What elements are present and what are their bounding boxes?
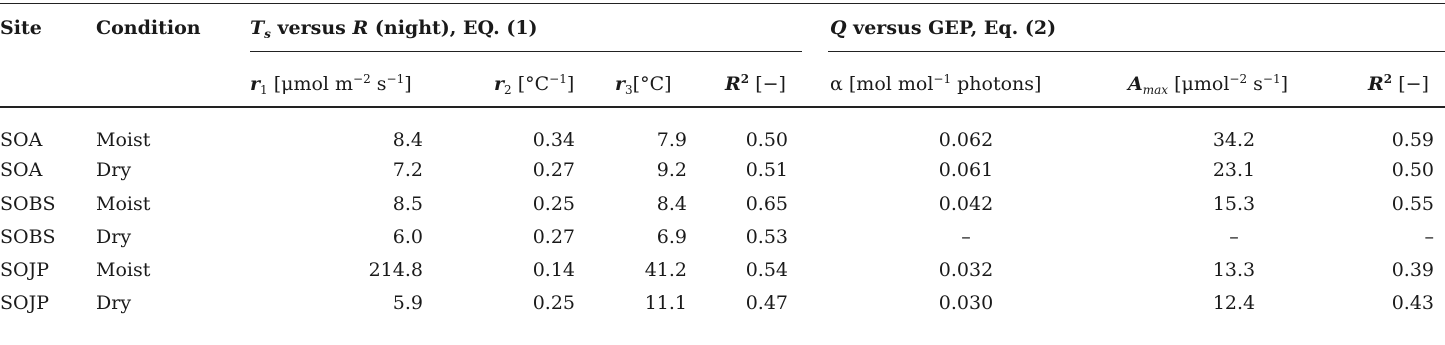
cell-alpha: 0.042 [938, 193, 994, 215]
cell-r1: 214.8 [368, 259, 423, 281]
cell-alpha: 0.062 [938, 129, 994, 151]
cell-r2-squared-2: 0.50 [1391, 159, 1434, 181]
table-row [0, 225, 1445, 255]
cell-r2: 0.25 [532, 193, 575, 215]
cell-r2: 0.34 [532, 129, 575, 151]
cell-condition: Moist [96, 129, 151, 151]
table-row [0, 158, 1445, 188]
cell-alpha: 0.032 [938, 259, 994, 281]
cell-r1: 6.0 [392, 226, 423, 248]
table-row [0, 192, 1445, 222]
cell-condition: Dry [96, 159, 132, 181]
cell-r2-squared-2: 0.55 [1391, 193, 1434, 215]
cell-r2-squared-1: 0.51 [745, 159, 788, 181]
header-site: Site [0, 17, 42, 39]
cell-r3: 41.2 [644, 259, 687, 281]
header-bottom-rule [0, 106, 1445, 108]
cell-condition: Moist [96, 193, 151, 215]
header-condition: Condition [96, 17, 201, 39]
cell-r2-squared-1: 0.47 [745, 292, 788, 314]
cell-site: SOBS [0, 226, 56, 248]
cell-r3: 11.1 [644, 292, 687, 314]
cell-amax: 12.4 [1212, 292, 1256, 314]
header-r2-squared-2: $R^2$ [−] [1368, 72, 1429, 95]
cell-r2-squared-2: 0.39 [1391, 259, 1434, 281]
cell-alpha: – [961, 226, 971, 248]
header-r1: $r_1$ [μmol $m^{-2}$ $s^{-1}$] [250, 72, 412, 97]
cell-site: SOJP [0, 292, 49, 314]
header-amax: $A_{max}$ [μmol$^{-2}$ $s^{-1}$] [1128, 72, 1289, 97]
cell-amax: – [1229, 226, 1239, 248]
cell-r2: 0.14 [532, 259, 575, 281]
cell-alpha: 0.030 [938, 292, 994, 314]
header-r2: $r_2$ $[^\circ C^{-1}]$ [494, 72, 575, 97]
cell-r3: 8.4 [656, 193, 687, 215]
cell-r2: 0.27 [532, 226, 575, 248]
table-row [0, 128, 1445, 158]
header-r3: $r_3[^\circ C]$ [615, 73, 672, 97]
cell-amax: 23.1 [1212, 159, 1256, 181]
cell-site: SOA [0, 129, 43, 151]
cell-site: SOA [0, 159, 43, 181]
table-row [0, 291, 1445, 321]
group1-rule [250, 51, 802, 52]
cell-condition: Moist [96, 259, 151, 281]
cell-r2: 0.25 [532, 292, 575, 314]
cell-r3: 7.9 [656, 129, 687, 151]
header-alpha: α [mol mol$^{-1}$ photons] [830, 72, 1042, 95]
cell-r2-squared-1: 0.50 [745, 129, 788, 151]
cell-r2-squared-1: 0.54 [745, 259, 788, 281]
table-row [0, 258, 1445, 288]
q-symbol: Q [830, 17, 847, 39]
cell-r1: 5.9 [392, 292, 423, 314]
cell-r2-squared-1: 0.65 [745, 193, 788, 215]
cell-r3: 9.2 [656, 159, 687, 181]
ts-symbol: T [250, 17, 265, 39]
cell-r1: 8.4 [392, 129, 423, 151]
cell-site: SOJP [0, 259, 49, 281]
cell-condition: Dry [96, 226, 132, 248]
cell-amax: 13.3 [1212, 259, 1256, 281]
header-group1: $T_s$ versus R (night), EQ. (1) [250, 17, 538, 41]
cell-amax: 15.3 [1212, 193, 1256, 215]
cell-r3: 6.9 [656, 226, 687, 248]
cell-condition: Dry [96, 292, 132, 314]
header-r2-squared-1: $R^2$ [−] [725, 72, 786, 95]
top-rule [0, 3, 1445, 4]
cell-r1: 8.5 [392, 193, 423, 215]
cell-r2-squared-2: – [1424, 226, 1434, 248]
cell-r2: 0.27 [532, 159, 575, 181]
cell-r2-squared-2: 0.59 [1391, 129, 1434, 151]
cell-r2-squared-1: 0.53 [745, 226, 788, 248]
cell-r2-squared-2: 0.43 [1391, 292, 1434, 314]
group2-rule [828, 51, 1445, 52]
cell-alpha: 0.061 [938, 159, 994, 181]
header-group2: Q versus GEP, Eq. (2) [830, 17, 1057, 39]
cell-amax: 34.2 [1212, 129, 1256, 151]
cell-r1: 7.2 [392, 159, 423, 181]
cell-site: SOBS [0, 193, 56, 215]
